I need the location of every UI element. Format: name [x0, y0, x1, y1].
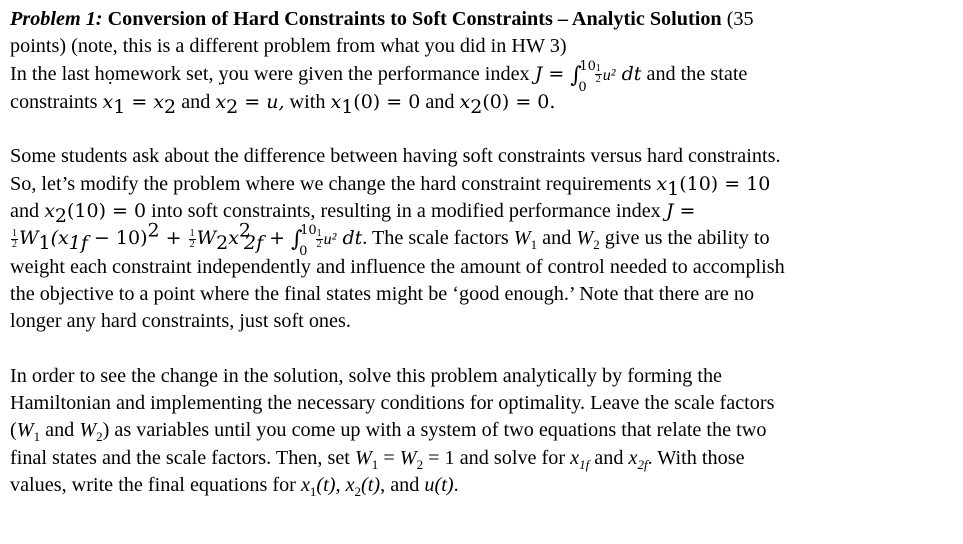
p3-line4-eq1: = 1 and solve for — [423, 446, 571, 469]
p1-x1dot-sub: 1 — [113, 95, 126, 118]
paragraph-2-line-2 — [10, 171, 953, 198]
p2-W2-sub: 2 — [216, 232, 229, 255]
p2-x2f: x — [228, 227, 239, 250]
p1-x2dot-sub: 2 — [226, 95, 239, 118]
p2-W1t-sub: 1 — [530, 237, 538, 253]
p2-half-1-num: 1 — [12, 228, 17, 240]
p3-line5-text: values, write the final equations for — [10, 474, 301, 497]
p1-x1dot: x ˙ — [103, 89, 114, 116]
p2-x2f-sup: 2 — [238, 219, 252, 242]
p2-line3-J: J — [665, 200, 674, 223]
p2-dt: dt — [336, 227, 363, 250]
p3-line4-eq: = — [378, 446, 400, 469]
p2-line3-x: x — [44, 200, 55, 223]
p2-x2f-sub: 2f — [244, 232, 264, 255]
p2-line2-sub: 1 — [667, 177, 680, 200]
p2-W2: W — [196, 227, 217, 250]
p2-line2-text: So, let’s modify the problem where we change the hard constraint requirements — [10, 172, 652, 195]
problem-label: Problem 1: — [10, 8, 103, 30]
p3-W2-sub: 2 — [96, 429, 103, 445]
p3-line3-rest: ) as variables until you come up with a system of two equations that relate the two — [102, 419, 767, 442]
p2-W2t-sub: 2 — [593, 237, 600, 253]
p2-half-2-den: 2 — [189, 239, 195, 251]
p1-x2dot: x ˙ — [215, 89, 226, 116]
p1-and-state: and the state — [641, 62, 748, 85]
p1-x10-rest: (0) = 0 — [353, 90, 421, 113]
p3-line5-end: . — [453, 474, 459, 497]
paragraph-2-line-5: weight each constraint independently and influence the amount of control needed to accomplish — [10, 255, 785, 278]
paragraph-2-line-4 — [10, 219, 953, 260]
p2-half-3-num: 1 — [316, 228, 322, 240]
p3-line4-x1f: x — [570, 446, 580, 469]
p2-line3-sub: 2 — [54, 205, 68, 228]
p3-open: ( — [10, 419, 17, 442]
p1-x10-sub: 1 — [341, 95, 354, 118]
p2-line4-text-b: give us the ability to — [599, 227, 770, 250]
p1-u2: u² — [602, 66, 616, 84]
paragraph-3 — [10, 363, 953, 499]
p2-expr1: (x — [50, 227, 69, 250]
p2-line4-text-a: . The scale factors — [362, 227, 514, 250]
paragraph-3-line-1: In order to see the change in the solution, solve this problem analytically by forming the — [10, 364, 722, 387]
paragraph-3-line-3 — [10, 417, 953, 444]
problem-title-line-1 — [10, 6, 953, 33]
p2-half-2-num: 1 — [189, 228, 195, 240]
p2-half-1 — [11, 229, 18, 250]
p3-line5-x1t-sub: 1 — [309, 484, 317, 500]
paragraph-2 — [10, 143, 953, 335]
p2-W1: W — [19, 227, 39, 250]
p2-expr1b: − 10) — [87, 227, 148, 250]
p2-int-lower: 0 — [299, 244, 308, 260]
p2-W1-sub: 1 — [38, 232, 51, 255]
p2-half-1-den: 2 — [12, 239, 17, 251]
p2-line3-rest: (10) = 0 — [67, 200, 147, 223]
problem-points-part2: points) (note, this is a different problem from what you did in HW 3) — [10, 35, 567, 58]
paragraph-1-line-2 — [10, 89, 953, 116]
paragraph-1-line-1 — [10, 58, 953, 95]
paragraph-3-line-4 — [10, 445, 953, 472]
p2-sq: 2 — [147, 219, 160, 242]
problem-title-line-2 — [10, 33, 953, 60]
p2-plus: + — [159, 227, 188, 250]
problem-title: Conversion of Hard Constraints to Soft Constraints – Analytic Solution — [107, 8, 722, 30]
p3-line4-rest: . With those — [647, 446, 745, 469]
p2-line2-x: x — [656, 172, 668, 195]
p1-x2-sub: 2 — [164, 95, 177, 118]
p1-eq: = — [542, 62, 571, 85]
p1-x10: x — [330, 90, 342, 113]
p1-integral-icon: ∫ 10 0 — [570, 62, 581, 89]
paragraph-2-line-7: longer any hard constraints, just soft ones. — [10, 310, 351, 333]
p3-line5-x1t-rest: (t), — [316, 474, 346, 497]
p1-half-num: 1 — [595, 63, 601, 75]
problem-points-part1: (35 — [726, 8, 754, 30]
paragraph-2-line-6: the objective to a point where the final states might be ‘good enough.’ Note that there are no — [10, 282, 755, 305]
p1-x20-rest: (0) = 0. — [482, 90, 556, 113]
p2-int-upper: 10 — [300, 223, 317, 239]
paragraph-3-line-2: Hamiltonian and implementing the necessary conditions for optimality. Leave the scale factors — [10, 392, 775, 415]
p2-half-3-den: 2 — [316, 239, 322, 251]
p2-line3-text: into soft constraints, resulting in a modified performance index — [146, 200, 661, 223]
p1-dt: dt — [615, 62, 642, 85]
p1-int-lower: 0 — [578, 79, 587, 95]
p3-W1-sub: 1 — [33, 429, 41, 445]
p3-line4-W1: W — [354, 446, 372, 469]
problem-header — [10, 6, 953, 116]
p3-line5-ut: u(t) — [424, 474, 454, 497]
p3-line5-x2t: x — [345, 474, 355, 497]
p3-and: and — [40, 419, 80, 442]
p3-line5-x1t: x — [300, 474, 310, 497]
p2-line4-and: and — [537, 227, 577, 250]
p3-line4-and: and — [589, 446, 629, 469]
paragraph-3-line-5 — [10, 472, 953, 499]
p2-integral-icon: ∫ 10 0 — [291, 226, 302, 253]
p3-W2: W — [79, 419, 97, 442]
p2-plus2: + — [263, 227, 292, 250]
paragraph-2-line-1: Some students ask about the difference between having soft constraints versus hard constraints. — [10, 145, 781, 168]
p3-line4-W1-sub: 1 — [371, 456, 379, 472]
p3-line4-text: final states and the scale factors. Then, set — [10, 446, 355, 469]
p3-W1: W — [16, 419, 34, 442]
p3-line4-x2f-sub: 2f — [637, 456, 648, 472]
p2-half-2 — [189, 229, 196, 250]
p1-eq-x2: = x — [125, 90, 165, 113]
p2-line3-and: and — [10, 200, 45, 223]
p2-u2: u² — [323, 231, 337, 249]
p1-with: with — [284, 90, 331, 113]
p1-constraints-text: constraints — [10, 90, 98, 113]
p2-W2t: W — [576, 227, 594, 250]
p1-x20-sub: 2 — [470, 95, 483, 118]
p3-line4-W2-sub: 2 — [416, 456, 424, 472]
p1-int-upper: 10 — [579, 58, 596, 74]
p1-and2: and — [420, 90, 460, 113]
p3-line4-x1f-sub: 1f — [579, 456, 590, 472]
p2-line2-rest: (10) = 10 — [679, 172, 771, 195]
p2-line3-eq: = — [673, 200, 696, 223]
p3-line4-x2f: x — [628, 446, 638, 469]
p1-x20: x — [459, 90, 471, 113]
p3-line5-x2t-sub: 2 — [354, 484, 362, 500]
p1-text: In the last homework set, you were given the performance index — [10, 62, 530, 85]
p1-eq-u: = u, — [238, 90, 285, 113]
p3-line5-and: , and — [380, 474, 425, 497]
p3-line4-W2: W — [399, 446, 417, 469]
p1-J: J — [534, 62, 543, 85]
p3-line5-x2t-rest: (t) — [361, 474, 381, 497]
p1-half-den: 2 — [595, 74, 601, 86]
p2-x1f-sub: 1f — [68, 232, 88, 255]
p1-and: and — [176, 90, 216, 113]
p2-W1t: W — [513, 227, 531, 250]
